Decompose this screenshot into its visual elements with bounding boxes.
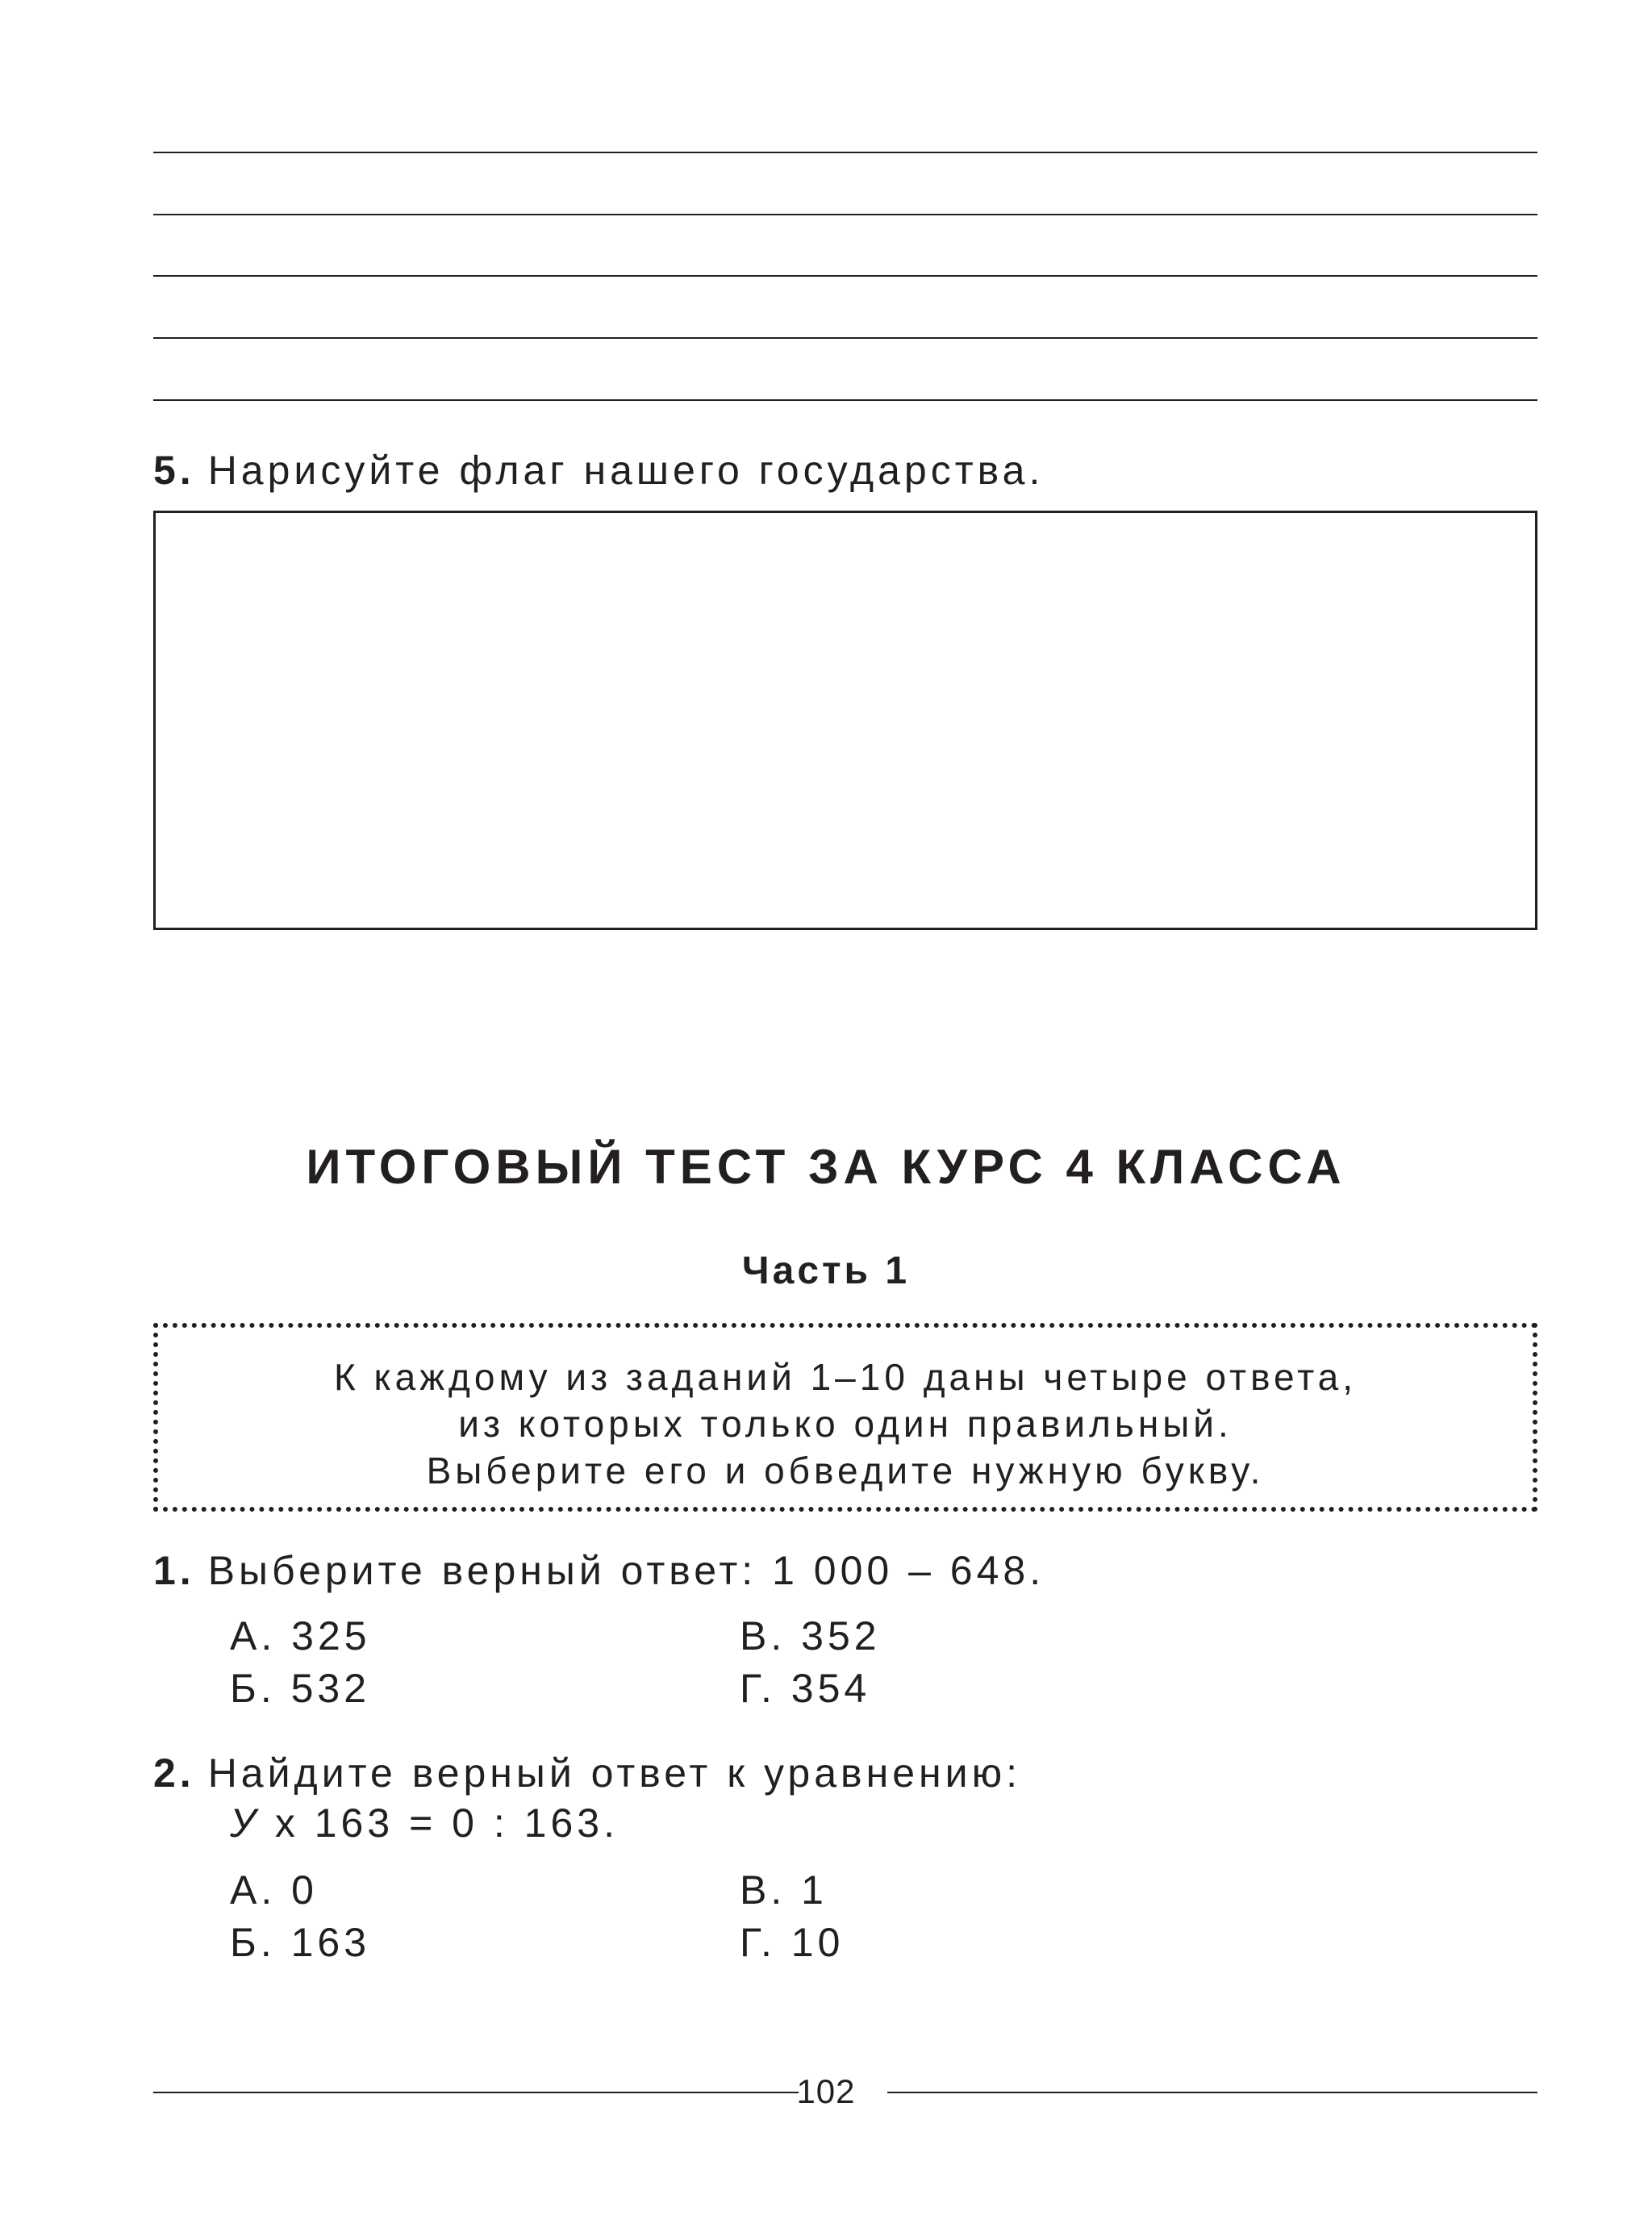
answer-line [153, 399, 1537, 401]
test-title: ИТОГОВЫЙ ТЕСТ ЗА КУРС 4 КЛАССА [306, 1140, 1346, 1194]
option-letter: В. [740, 1613, 786, 1658]
option-v[interactable] [740, 1867, 828, 1913]
part-title: Часть 1 [741, 1250, 911, 1292]
instruction-line: Выберите его и обведите нужную букву. [426, 1450, 1265, 1492]
answer-line [153, 337, 1537, 339]
option-letter: Б. [230, 1920, 276, 1965]
option-value: 352 [801, 1613, 881, 1658]
option-g[interactable] [740, 1668, 870, 1709]
equation-variable: У [230, 1800, 260, 1846]
instruction-box [153, 1323, 1537, 1512]
equation-rest: х 163 = 0 : 163. [259, 1800, 619, 1846]
option-value: 10 [791, 1920, 845, 1965]
instruction-line: К каждому из заданий 1–10 даны четыре ответа, [333, 1356, 1358, 1398]
flag-drawing-box[interactable] [153, 511, 1537, 930]
question-number: 2. [153, 1750, 195, 1796]
task-text: Нарисуйте флаг нашего государства. [207, 448, 1045, 493]
answer-line [153, 214, 1537, 215]
question-number: 1. [153, 1548, 195, 1593]
option-b[interactable] [230, 1668, 370, 1709]
option-value: 0 [291, 1867, 318, 1913]
option-g[interactable] [740, 1922, 844, 1963]
page-number: 102 [796, 2072, 856, 2110]
option-letter: Б. [230, 1666, 276, 1711]
option-value: 354 [791, 1666, 871, 1711]
question-2-equation [230, 1800, 619, 1846]
option-letter: А. [230, 1613, 277, 1658]
option-value: 163 [290, 1920, 371, 1965]
option-value: 1 [801, 1867, 828, 1913]
task-number: 5. [153, 448, 195, 493]
question-text: Найдите верный ответ к уравнению: [207, 1750, 1021, 1796]
option-b[interactable] [230, 1922, 370, 1963]
question-1 [153, 1550, 1045, 1591]
answer-line [153, 152, 1537, 153]
question-2 [153, 1750, 1021, 1796]
option-letter: В. [740, 1867, 786, 1913]
option-v[interactable] [740, 1613, 881, 1658]
question-text: Выберите верный ответ: 1 000 – 648. [207, 1548, 1045, 1593]
instruction-line: из которых только один правильный. [458, 1403, 1233, 1445]
option-value: 532 [290, 1666, 371, 1711]
answer-line [153, 275, 1537, 277]
option-letter: Г. [740, 1666, 776, 1711]
task-5 [153, 448, 1045, 493]
option-a[interactable] [230, 1867, 318, 1913]
option-letter: А. [230, 1867, 277, 1913]
option-letter: Г. [740, 1920, 776, 1965]
option-value: 325 [291, 1613, 371, 1658]
option-a[interactable] [230, 1613, 371, 1658]
